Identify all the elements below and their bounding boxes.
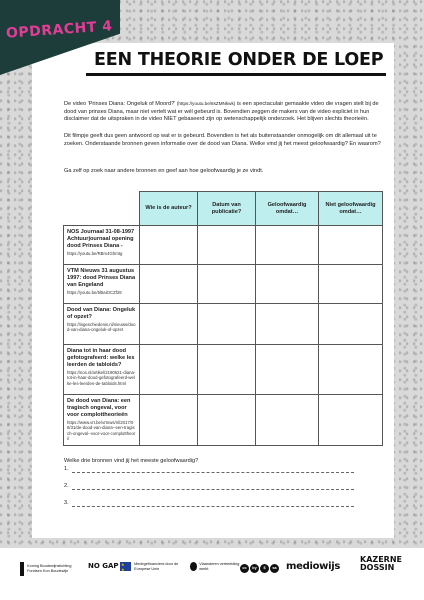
- cc-icon: cc: [240, 564, 249, 573]
- kazerne-text: KAZERNE: [360, 555, 402, 564]
- author-answer-cell[interactable]: [140, 395, 198, 446]
- source-title: Dood van Diana: Ongeluk of opzet?: [67, 307, 136, 320]
- footer-logos: [0, 548, 424, 600]
- credible-answer-cell[interactable]: [256, 265, 319, 304]
- sa-icon: sa: [270, 564, 279, 573]
- by-icon: by: [250, 564, 259, 573]
- not-credible-answer-cell[interactable]: [319, 265, 383, 304]
- date-answer-cell[interactable]: [198, 226, 256, 265]
- author-answer-cell[interactable]: [140, 345, 198, 395]
- cc-license: [240, 564, 279, 573]
- answer-line-3[interactable]: [64, 500, 354, 508]
- source-cell: [64, 345, 140, 395]
- answer-line-2[interactable]: [64, 483, 354, 491]
- source-title: Diana tot in haar dood gefotografeerd: welke les leerden de tabloids?: [67, 348, 135, 368]
- eu-flag-icon: [120, 562, 131, 571]
- question-text: Welke drie bronnen vind jij het meeste geloofwaardig?: [64, 458, 199, 464]
- source-link[interactable]: https://www.vrt.be/vrtnws/nl/2017/08/31/de-dood-van-diana--een-tragisch-ongeval--voor-voor-complottheori/: [67, 420, 136, 442]
- sources-table: [63, 191, 382, 446]
- source-cell: [64, 304, 140, 345]
- table-row: [64, 345, 383, 395]
- header-date: Datum van publicatie?: [198, 192, 256, 226]
- eu-logo-text: Medegefinancierd door de Europese Unie: [134, 562, 179, 571]
- not-credible-answer-cell[interactable]: [319, 395, 383, 446]
- not-credible-answer-cell[interactable]: [319, 226, 383, 265]
- table-corner: [64, 192, 140, 226]
- date-answer-cell[interactable]: [198, 395, 256, 446]
- credible-answer-cell[interactable]: [256, 226, 319, 265]
- source-link[interactable]: https://youtu.be/5l5aiOCZf28: [67, 290, 122, 295]
- kazerne-dossin-logo: [360, 556, 402, 572]
- source-link[interactable]: https://nos.nl/artikel/2190621-diana-tot-in-haar-dood-gefotografeerd-welke-les-leerden-de-tabloids.html: [67, 370, 136, 386]
- vlaanderen-logo-text: Vlaanderen verbeelding werkt: [199, 562, 240, 571]
- header-not-credible: Niet geloofwaardig omdat…: [319, 192, 383, 226]
- intro-text-b: is een spectaculair gemaakte video die vragen stelt bij de dood van prinses Diana, maar niet vertelt wat er wél gebeurd is. Bovendien zeggen de makers van de video expliciet in hun disclaimer dat de uitspraken in de video NIET gebaseerd zijn op wetenschappelijk onderzoek. Het blijven slechts theorieën.: [64, 101, 379, 123]
- mediowijs-logo-text: mediowijs: [286, 561, 341, 572]
- source-title: De dood van Diana: een tragisch ongeval, voor voor complottheorieën: [67, 398, 131, 418]
- source-link[interactable]: https://isgeschiedenis.nl/nieuws/dood-van-diana-ongeluk-of-opzet: [67, 322, 136, 333]
- title-underline: [86, 73, 386, 76]
- credible-answer-cell[interactable]: [256, 395, 319, 446]
- source-cell: [64, 226, 140, 265]
- date-answer-cell[interactable]: [198, 304, 256, 345]
- video-link[interactable]: (https://youtu.be/8sZMNkwk): [176, 101, 236, 106]
- not-credible-answer-cell[interactable]: [319, 345, 383, 395]
- table-row: [64, 304, 383, 345]
- intro-paragraph-2: Dit filmpje geeft dus geen antwoord op wat er is gebeurd. Bovendien is het als buitenstaander onmogelijk om dit allemaal uit te zoeken. Onderstaande bronnen geven informatie over de dood van Diana. Welke vind jij het meest geloofwaardig? En waarom?: [64, 133, 381, 147]
- author-answer-cell[interactable]: [140, 226, 198, 265]
- dossin-text: DOSSIN: [360, 563, 395, 572]
- answer-number: 2.: [64, 483, 69, 489]
- table-row: [64, 265, 383, 304]
- kbs-logo-text: Koning Boudewijnstichting Fondsen Kon Boudewijn: [27, 564, 72, 573]
- answer-number: 3.: [64, 500, 69, 506]
- table-row: [64, 226, 383, 265]
- credible-answer-cell[interactable]: [256, 345, 319, 395]
- source-title: NOS Journaal 31-08-1997 Achtuurjournaal opening dood Prinses Diana -: [67, 229, 135, 249]
- source-title: VTM Nieuws 31 augustus 1997: dood Prinses Diana van Engeland: [67, 268, 136, 288]
- nogap-logo: [88, 563, 119, 570]
- table-row: [64, 395, 383, 446]
- intro-paragraph-3: Ga zelf op zoek naar andere bronnen en geef aan hoe geloofwaardig je ze vindt.: [64, 168, 264, 174]
- intro-paragraph-1: [64, 100, 382, 124]
- nc-icon: $: [260, 564, 269, 573]
- credible-answer-cell[interactable]: [256, 304, 319, 345]
- kbs-mark-icon: [20, 562, 24, 576]
- answer-line-1[interactable]: [64, 466, 354, 474]
- assignment-label: OPDRACHT 4: [5, 18, 113, 42]
- author-answer-cell[interactable]: [140, 304, 198, 345]
- header-credible: Geloofwaardig omdat…: [256, 192, 319, 226]
- eu-logo: [120, 562, 190, 571]
- nogap-logo-text: NO GAP: [88, 562, 119, 570]
- author-answer-cell[interactable]: [140, 265, 198, 304]
- kbs-logo: [20, 562, 78, 576]
- page-title: EEN THEORIE ONDER DE LOEP: [94, 50, 384, 70]
- date-answer-cell[interactable]: [198, 265, 256, 304]
- vlaanderen-logo: [190, 562, 240, 571]
- intro-text-a: De video 'Prinses Diana: Ongeluk of Moord?': [64, 101, 177, 107]
- date-answer-cell[interactable]: [198, 345, 256, 395]
- source-link[interactable]: https://youtu.be/RBrv4Ghmtg: [67, 251, 123, 256]
- mediowijs-logo: [286, 561, 340, 572]
- not-credible-answer-cell[interactable]: [319, 304, 383, 345]
- header-author: Wie is de auteur?: [140, 192, 198, 226]
- answer-number: 1.: [64, 466, 69, 472]
- source-cell: [64, 395, 140, 446]
- source-cell: [64, 265, 140, 304]
- lion-icon: [190, 562, 197, 571]
